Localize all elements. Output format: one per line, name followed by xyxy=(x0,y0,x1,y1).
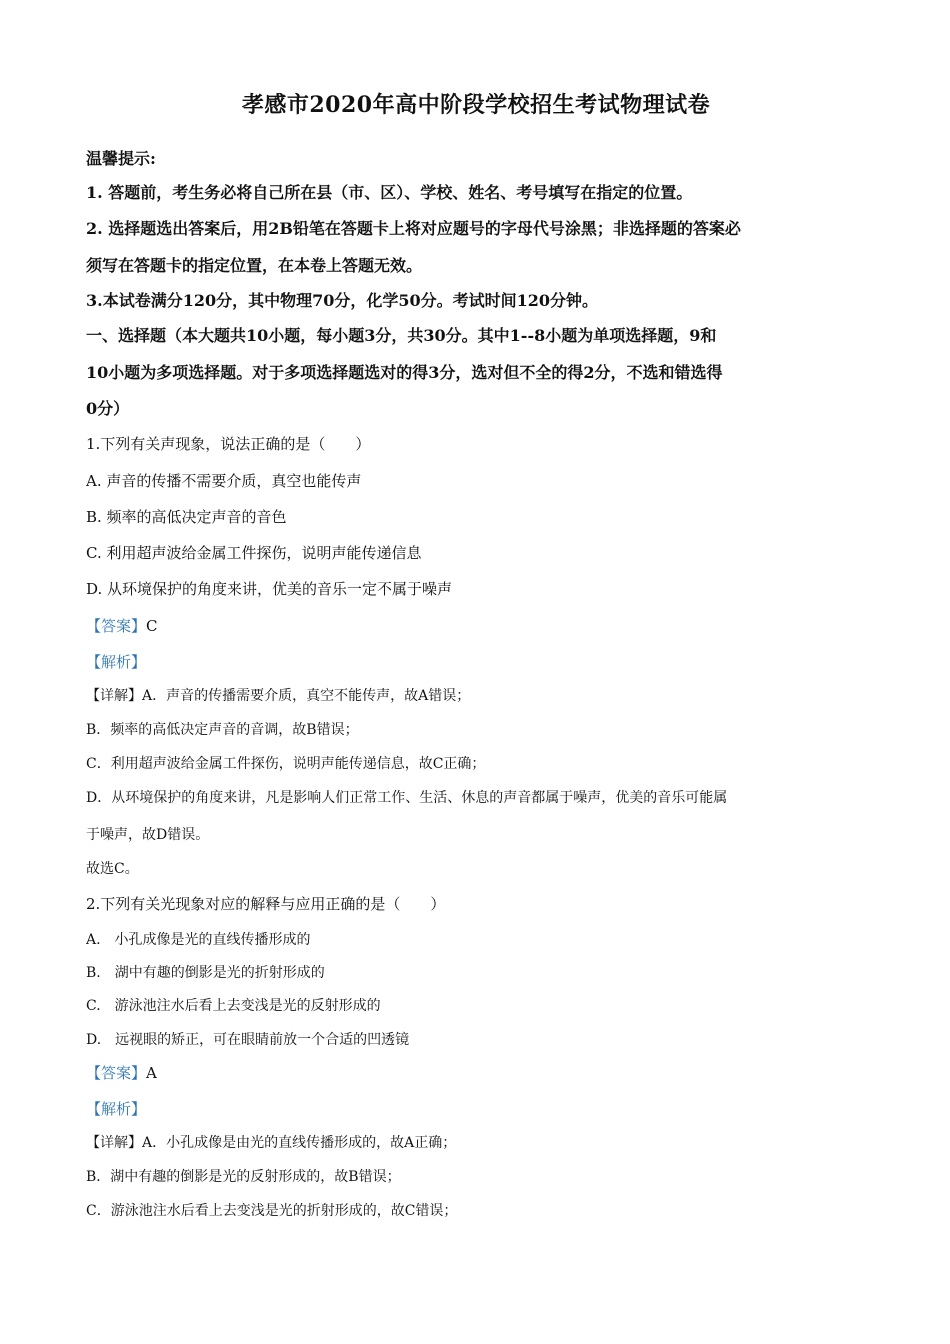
question-1-detail-4-line-1: D．从环境保护的角度来讲，凡是影响人们正常工作、生活、休息的声音都属于噪声，优美的音乐可能属 xyxy=(86,790,728,806)
question-2-option-a: A. 小孔成像是光的直线传播形成的 xyxy=(86,932,311,948)
notice-item-3: 3.本试卷满分120分，其中物理70分，化学50分。考试时间120分钟。 xyxy=(86,291,599,310)
question-1-answer xyxy=(86,615,866,636)
section-heading-line-3: 0分） xyxy=(86,399,130,418)
answer-tag: 【答案】 xyxy=(86,1064,147,1082)
notice-item-2-line-2: 须写在答题卡的指定位置，在本卷上答题无效。 xyxy=(86,256,423,275)
question-1-analysis-tag: 【解析】 xyxy=(86,653,147,671)
question-1-option-d: D. 从环境保护的角度来讲，优美的音乐一定不属于噪声 xyxy=(86,580,453,598)
question-2-answer xyxy=(86,1062,866,1083)
question-2-analysis-tag: 【解析】 xyxy=(86,1100,147,1118)
question-1-detail-3: C．利用超声波给金属工件探伤，说明声能传递信息，故C正确； xyxy=(86,756,486,772)
notice-heading: 温馨提示: xyxy=(86,149,156,168)
question-1-detail-1: 【详解】A．声音的传播需要介质，真空不能传声，故A错误； xyxy=(86,688,471,704)
question-2-detail-3: C．游泳池注水后看上去变浅是光的折射形成的，故C错误； xyxy=(86,1203,458,1219)
question-2-option-c: C. 游泳池注水后看上去变浅是光的反射形成的 xyxy=(86,998,381,1014)
answer-tag: 【答案】 xyxy=(86,617,147,635)
notice-item-2-line-1: 2. 选择题选出答案后，用2B铅笔在答题卡上将对应题号的字母代号涂黑；非选择题的答案必 xyxy=(86,219,741,238)
section-heading-line-2: 10小题为多项选择题。对于多项选择题选对的得3分，选对但不全的得2分，不选和错选得 xyxy=(86,363,723,382)
question-2-detail-1: 【详解】A．小孔成像是由光的直线传播形成的，故A正确； xyxy=(86,1135,457,1151)
question-1-option-a: A. 声音的传播不需要介质，真空也能传声 xyxy=(86,472,362,490)
question-2-option-d: D. 远视眼的矫正，可在眼睛前放一个合适的凹透镜 xyxy=(86,1032,410,1048)
question-1-option-c: C. 利用超声波给金属工件探伤，说明声能传递信息 xyxy=(86,544,422,562)
question-2-option-b: B. 湖中有趣的倒影是光的折射形成的 xyxy=(86,965,325,981)
question-2-stem: 2.下列有关光现象对应的解释与应用正确的是（ ） xyxy=(86,895,446,913)
question-1-conclusion: 故选C。 xyxy=(86,861,139,877)
question-2-detail-2: B．湖中有趣的倒影是光的反射形成的，故B错误； xyxy=(86,1169,401,1185)
answer-value: C xyxy=(146,617,158,635)
question-1-detail-2: B．频率的高低决定声音的音调，故B错误； xyxy=(86,722,359,738)
question-1-detail-4-line-2: 于噪声，故D错误。 xyxy=(86,827,210,843)
question-1-stem: 1.下列有关声现象，说法正确的是（ ） xyxy=(86,435,371,453)
question-1-option-b: B. 频率的高低决定声音的音色 xyxy=(86,508,287,526)
page-title: 孝感市2020年高中阶段学校招生考试物理试卷 xyxy=(241,92,711,118)
section-heading-line-1: 一、选择题（本大题共10小题，每小题3分，共30分。其中1--8小题为单项选择题，9和 xyxy=(86,326,717,345)
answer-value: A xyxy=(146,1064,157,1082)
notice-item-1: 1. 答题前，考生务必将自己所在县（市、区）、学校、姓名、考号填写在指定的位置。 xyxy=(86,183,693,202)
